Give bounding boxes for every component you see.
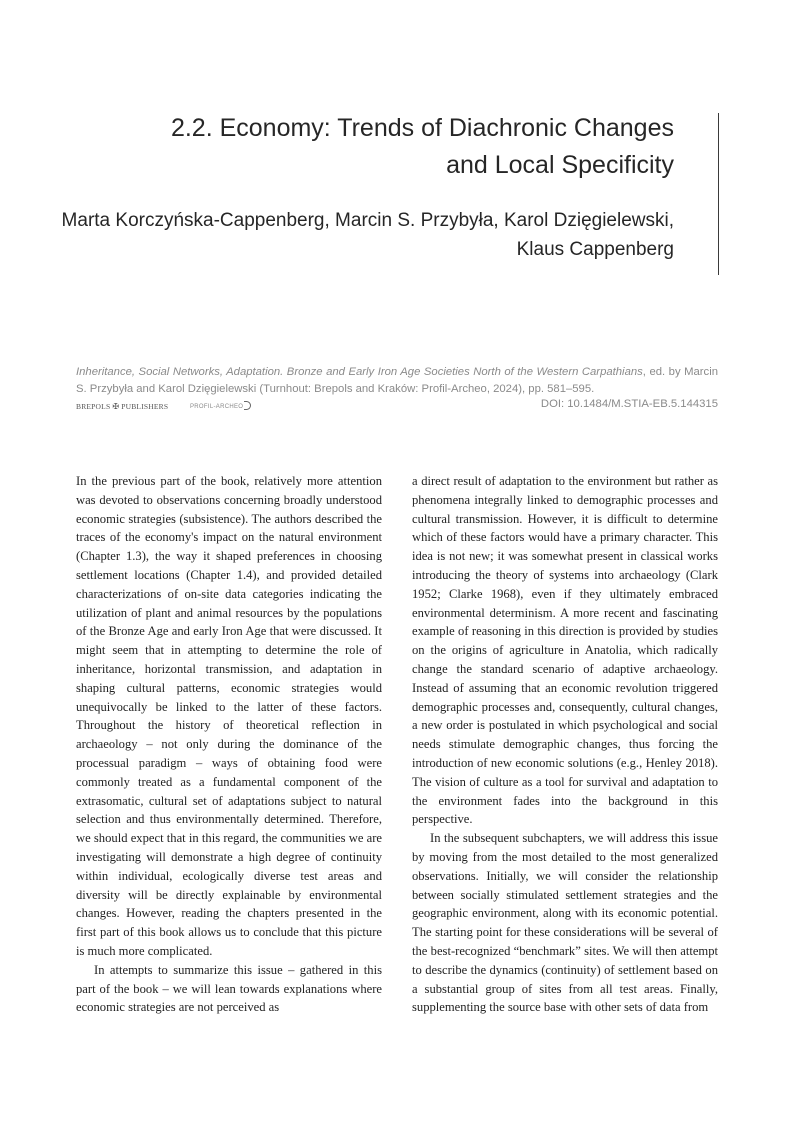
paragraph: In attempts to summarize this issue – gathered in this part of the book – we will lean towards explanations where economic strategies are not perceived as (76, 962, 382, 1015)
brepols-emblem-icon: ✠ (112, 402, 120, 411)
chapter-title (60, 110, 674, 184)
left-column (76, 472, 382, 1017)
chapter-authors (60, 206, 674, 264)
citation-footer-row (76, 398, 718, 414)
profil-archeo-label: PROFIL-ARCHEO (190, 404, 244, 410)
profil-archeo-mark-icon (244, 401, 251, 410)
citation-details: , ed. by Marcin S. Przybyła and Karol Dzięgielewski (Turnhout: Brepols and Kraków: Profil-Archeo, 2024), pp. 581–595. (76, 366, 718, 395)
paragraph: In the previous part of the book, relatively more attention was devoted to observations concerning broadly understood economic strategies (subsistence). The authors described the traces of the economy's impact on the natural environment (Chapter 1.3), the way it shaped preferences in choosing settlement locations (Chapter 1.4), and provided detailed characterizations of on-site data categories indicating the utilization of plant and animal resources by the populations of the Bronze Age and early Iron Age that were discussed. It might seem that in attempting to determine the role of inheritance, horizontal transmission, and adaptation in shaping cultural patterns, economic strategies would unequivocally be linked to the latter of these factors. Throughout the history of theoretical reflection in archaeology – not only during the dominance of the processual paradigm – ways of obtaining food were commonly treated as a fundamental component of the extrasomatic, cultural set of adaptations subject to natural selection and thus environmentally determined. Therefore, we should expect that in this regard, the communities we are investigating will demonstrate a high degree of continuity within individual, ecologically diverse test areas and diversity will be directly explainable by environmental changes. However, reading the chapters presented in the first part of this book allows us to conclude that this picture is much more complicated. (76, 474, 382, 958)
header-vertical-rule (718, 113, 719, 275)
authors-line-2: Klaus Cappenberg (516, 239, 674, 260)
chapter-title-line-1: 2.2. Economy: Trends of Diachronic Changes (170, 114, 674, 142)
doi-link[interactable]: DOI: 10.1484/M.STIA-EB.5.144315 (540, 398, 718, 410)
brepols-label: BREPOLS (76, 402, 111, 411)
publishers-label: PUBLISHERS (121, 402, 169, 411)
paragraph: a direct result of adaptation to the environment but rather as phenomena integrally linked to demographic processes and cultural transmission. However, it is difficult to determine which of these factors would have a primary character. This idea is not new; it was somewhat present in classical works introducing the theory of systems into archaeology (Clark 1952; Clarke 1968), even if they ultimately embraced environmental determinism. A more recent and fascinating example of reasoning in this direction is provided by studies on the origins of agriculture in Anatolia, which radically change the standard scenario of adaptive archaeology. Instead of assuming that an economic revolution triggered demographic processes and, consequently, cultural changes, a new order is postulated in which psychological and social needs stimulate demographic changes, thus forcing the introduction of new economic solutions (e.g., Henley 2018). The vision of culture as a tool for survival and adaptation to the environment fades into the background in this perspective. (412, 474, 718, 827)
brepols-publishers-logo (76, 402, 168, 411)
paragraph: In the subsequent subchapters, we will address this issue by moving from the most detailed to the most generalized observations. Initially, we will consider the relationship between socially stimulated settlement strategies and the geographic environment, along with its economic potential. The starting point for these considerations will be several of the best-recognized “benchmark” sites. We will then attempt to describe the dynamics (continuity) of settlement based on a substantial group of sites from all test areas. Finally, supplementing the source base with other sets of data from (412, 831, 718, 1015)
chapter-header (60, 110, 674, 264)
right-column (412, 472, 718, 1017)
authors-line-1: Marta Korczyńska-Cappenberg, Marcin S. Przybyła, Karol Dzięgielewski, (61, 210, 674, 231)
citation-book-title: Inheritance, Social Networks, Adaptation. Bronze and Early Iron Age Societies North of the Western Carpathians (76, 366, 643, 378)
chapter-title-line-2: and Local Specificity (446, 151, 674, 179)
book-citation (76, 364, 718, 398)
profil-archeo-logo (190, 401, 251, 410)
